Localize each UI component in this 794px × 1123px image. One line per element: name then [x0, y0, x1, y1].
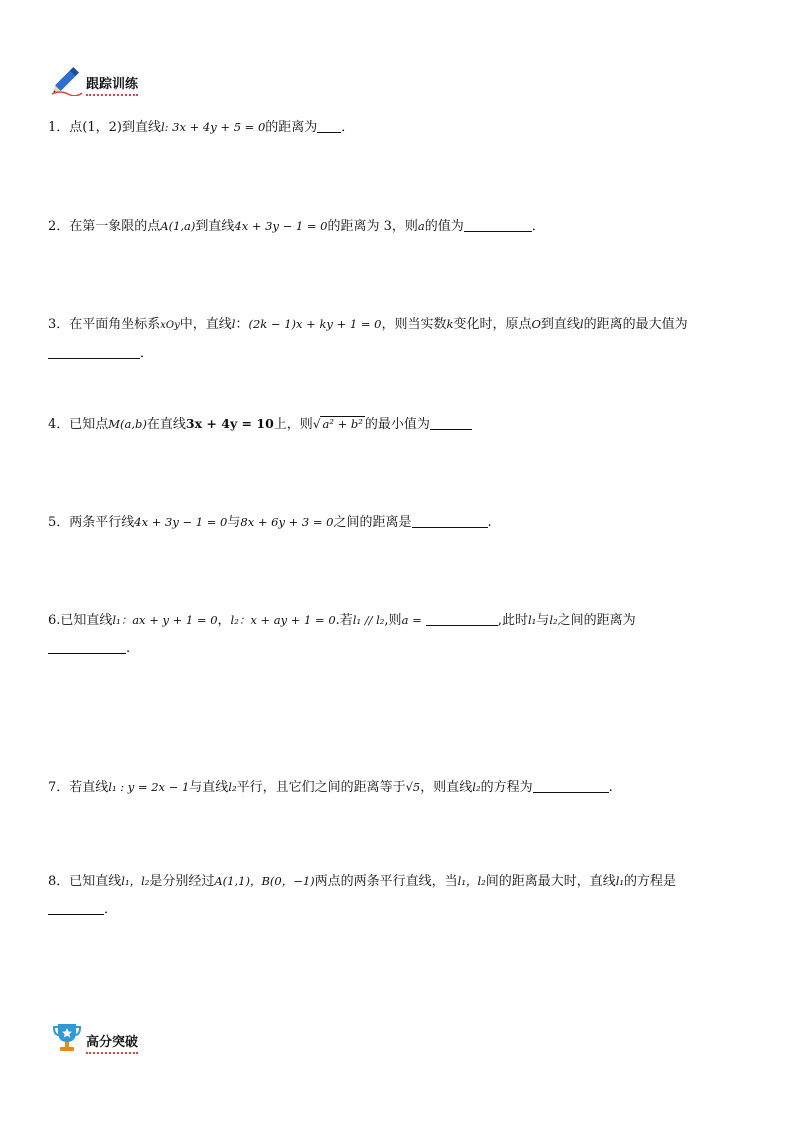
- question-7: [48, 776, 750, 799]
- q6-answer-blank-1[interactable]: [426, 611, 498, 626]
- q7-text-5: 的方程为: [480, 780, 533, 795]
- q8-text-2: 是分别经过: [149, 874, 215, 889]
- q8-points: A(1,1)，B(0，−1): [214, 874, 315, 888]
- section-title-tracking: 跟踪训练: [86, 78, 138, 96]
- q6-equation-2: x + ay + 1 = 0: [250, 613, 336, 627]
- q7-l2: l₂: [228, 780, 237, 794]
- q6-answer-blank-2[interactable]: [48, 639, 126, 654]
- q2-equation: 4x + 3y − 1 = 0: [234, 219, 328, 233]
- q2-period: ．: [531, 219, 545, 234]
- q5-period: .: [487, 515, 492, 530]
- q8-answer-blank[interactable]: [48, 900, 104, 915]
- q5-answer-blank[interactable]: [412, 513, 488, 528]
- question-4: 4．已知点M(a,b)在直线3x + 4y = 10上，则√ a² + b² 的最小值为: [48, 413, 750, 436]
- q3-var-k: k: [446, 317, 454, 331]
- q6-var-a: a =: [401, 613, 422, 627]
- question-8: [48, 870, 754, 921]
- q1-line-symbol: l: [160, 120, 165, 134]
- q2-var-a: a: [417, 219, 425, 233]
- q6-text-5: ,此时: [497, 613, 528, 628]
- q6-text-7: 之间的距离为: [557, 613, 636, 628]
- q5-equation-2: 8x + 6y + 3 = 0: [240, 515, 334, 529]
- q4-answer-blank[interactable]: [430, 415, 472, 430]
- q3-line-symbol: l: [231, 317, 236, 331]
- q1-period: ．: [341, 120, 355, 135]
- q7-line-1: l₁ : y = 2x − 1: [108, 780, 190, 794]
- q1-text: 1．点(1，2)到直线: [48, 120, 161, 135]
- q4-equation: 3x + 4y = 10: [185, 416, 274, 431]
- q2-point: A(1,a): [160, 219, 196, 233]
- q6-l1: l₁: [528, 613, 537, 627]
- q2-answer-blank[interactable]: [464, 217, 532, 232]
- q3-coord-system: xOy: [160, 320, 180, 331]
- question-2: [48, 215, 750, 238]
- q4-text-3: 上，则: [273, 417, 313, 432]
- q6-l2-label: l₂：: [230, 613, 251, 627]
- q8-text-4: 间的距离最大时，直线: [485, 874, 616, 889]
- q3-answer-blank[interactable]: [48, 344, 140, 359]
- q3-text-6: 到直线: [540, 317, 580, 332]
- q7-text-3: 平行，且它们之间的距离等于: [236, 780, 406, 795]
- q4-text-2: 在直线: [146, 417, 186, 432]
- q1-equation: : 3x + 4y + 5 = 0: [164, 120, 266, 134]
- q3-text-7: 的距离的最大值为: [583, 317, 688, 332]
- section-header-breakthrough: [50, 1020, 138, 1054]
- q3-text: 3．在平面角坐标系: [48, 317, 161, 332]
- q8-text-3: 两点的两条平行直线，当: [314, 874, 458, 889]
- q6-text-3: .若: [335, 613, 353, 628]
- q7-answer-blank[interactable]: [533, 778, 609, 793]
- q4-point: M(a,b): [108, 417, 147, 431]
- q3-line-symbol-2: l: [579, 317, 584, 331]
- q3-equation: (2k − 1)x + ky + 1 = 0: [248, 317, 382, 331]
- q3-text-4: ，则当实数: [381, 317, 447, 332]
- q8-period: ．: [104, 902, 118, 917]
- q7-text-4: ，则直线: [420, 780, 473, 795]
- q2-text: 2．在第一象限的点: [48, 219, 161, 234]
- q7-text-2: 与直线: [189, 780, 229, 795]
- q4-sqrt-expression: a² + b²: [322, 417, 363, 431]
- q2-text-4: 的值为: [424, 219, 464, 234]
- q3-period: ．: [140, 346, 154, 361]
- question-1: [48, 116, 750, 139]
- q6-text: 6.已知直线: [48, 613, 113, 628]
- q8-l1: l₁: [615, 874, 625, 888]
- trophy-icon: [50, 1020, 84, 1054]
- q6-period: .: [126, 641, 131, 656]
- q6-equation-1: ax + y + 1 = 0: [132, 613, 218, 627]
- q6-text-2: ，: [217, 613, 231, 628]
- q7-text: 7．若直线: [48, 780, 109, 795]
- q5-text-2: 与: [227, 515, 241, 530]
- q8-lines: l₁，l₂: [121, 874, 150, 888]
- q6-l1-label: l₁：: [112, 613, 133, 627]
- q8-text-5: 的方程是: [624, 874, 677, 889]
- q7-l2-2: l₂: [472, 780, 481, 794]
- q6-text-6: 与: [536, 613, 550, 628]
- q5-equation-1: 4x + 3y − 1 = 0: [134, 515, 228, 529]
- q6-text-4: ,则: [384, 613, 402, 628]
- section-header-tracking: [50, 62, 138, 96]
- question-6: [48, 609, 750, 660]
- q7-period: .: [608, 780, 613, 795]
- q8-lines-2: l₁，l₂: [457, 874, 486, 888]
- q3-origin: O: [531, 317, 541, 331]
- q6-l2: l₂: [549, 613, 558, 627]
- q3-text-5: 变化时，原点: [453, 317, 532, 332]
- q2-text-3: 的距离为 3，则: [327, 219, 418, 234]
- q3-text-3: ：: [235, 317, 249, 332]
- q2-text-2: 到直线: [195, 219, 235, 234]
- section-title-breakthrough: 高分突破: [86, 1036, 138, 1054]
- q7-sqrt5: √5: [405, 780, 421, 794]
- q5-text: 5．两条平行线: [48, 515, 135, 530]
- q6-parallel: l₁ // l₂: [352, 613, 385, 627]
- q4-text: 4．已知点: [48, 417, 109, 432]
- q4-text-4: 的最小值为: [364, 417, 430, 432]
- q1-answer-blank[interactable]: [317, 118, 341, 133]
- q1-text-2: 的距离为: [265, 120, 318, 135]
- q3-text-2: 中，直线: [179, 317, 232, 332]
- question-3: [48, 313, 754, 365]
- pencil-icon: [50, 62, 84, 96]
- q5-text-3: 之间的距离是: [333, 515, 412, 530]
- question-5: [48, 511, 750, 534]
- q8-text: 8．已知直线: [48, 874, 122, 889]
